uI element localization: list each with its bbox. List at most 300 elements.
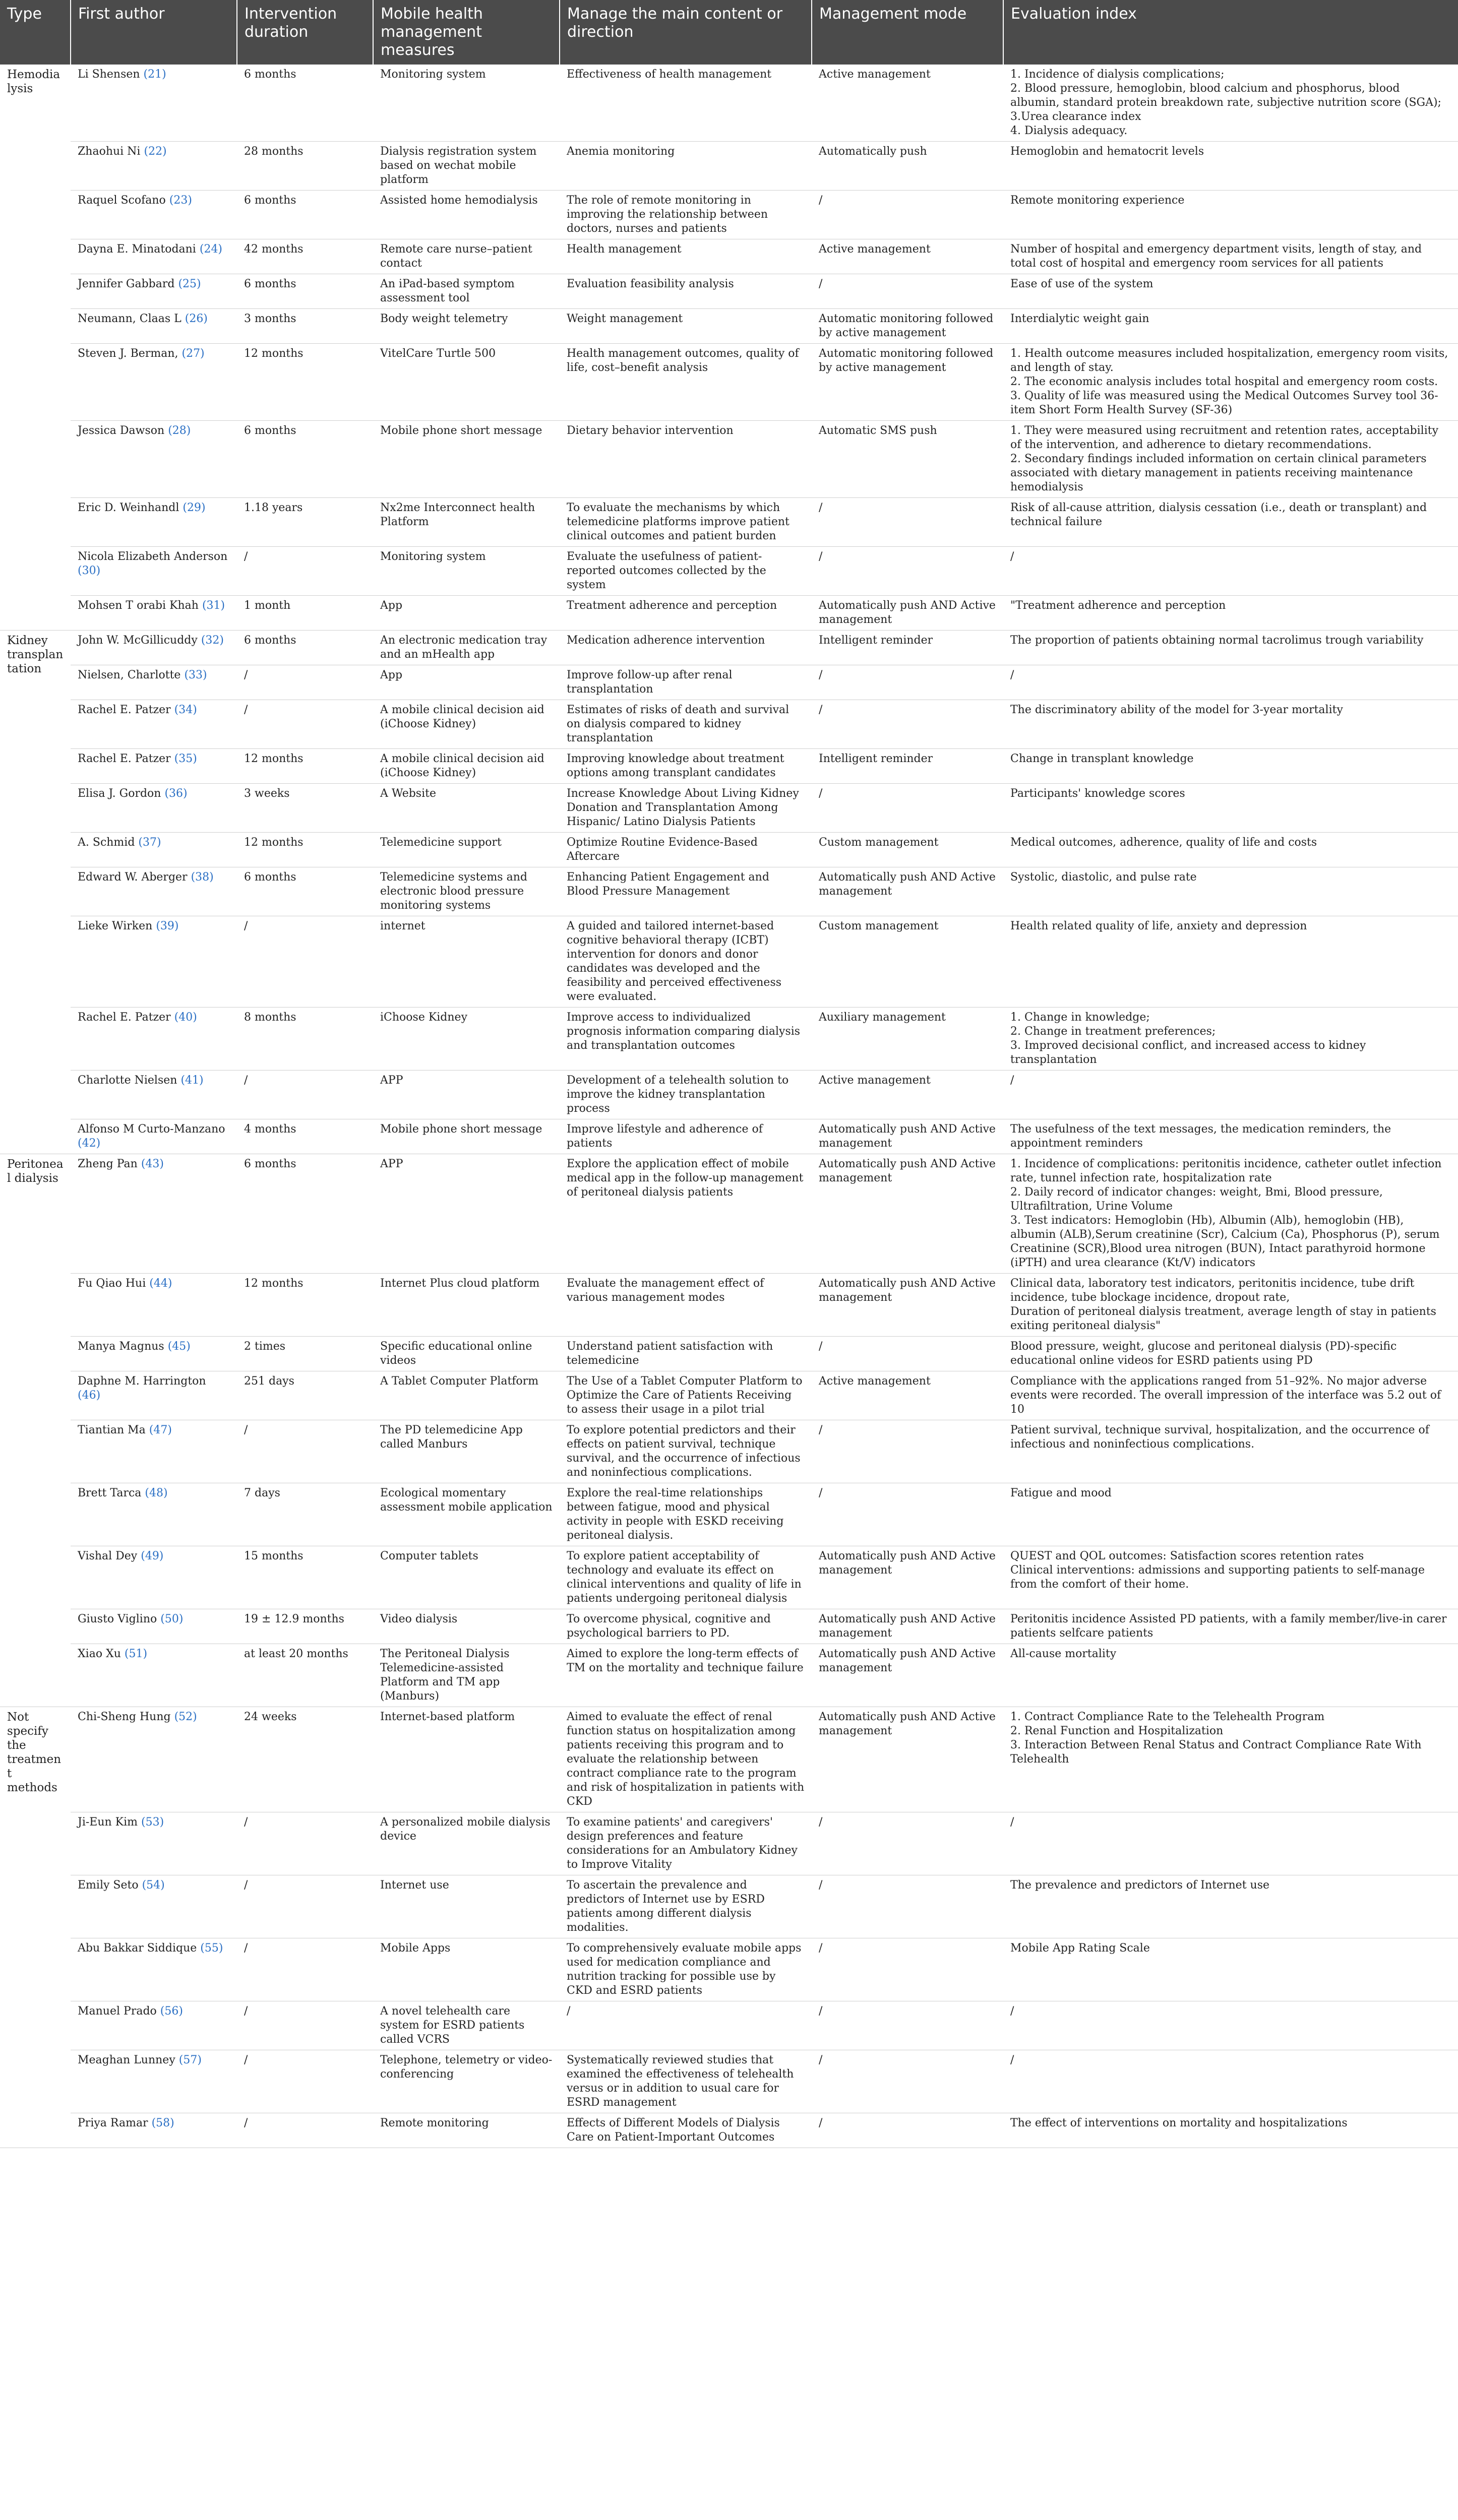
citation-link[interactable]: (57) (178, 2054, 202, 2066)
author-cell (71, 1938, 237, 2001)
mode-cell: / (812, 1337, 1003, 1371)
duration-cell: / (237, 547, 373, 596)
measure-cell: Internet Plus cloud platform (373, 1274, 560, 1337)
author-cell (71, 1119, 237, 1154)
evaluation-line: Medical outcomes, adherence, quality of life and costs (1010, 836, 1317, 849)
author-name: Li Shensen (78, 68, 140, 81)
content-cell: Optimize Routine Evidence-Based Aftercare (560, 833, 812, 867)
citation-link[interactable]: (32) (201, 634, 224, 647)
author-cell (71, 1007, 237, 1070)
content-cell: Weight management (560, 309, 812, 344)
citation-link[interactable]: (28) (168, 424, 191, 437)
evaluation-line: The proportion of patients obtaining normal tacrolimus trough variability (1010, 634, 1424, 647)
author-cell (71, 2050, 237, 2113)
evaluation-line: 2. The economic analysis includes total hospital and emergency room costs. (1010, 375, 1438, 388)
evaluation-index-cell (1003, 309, 1458, 344)
measure-cell: Internet-based platform (373, 1707, 560, 1812)
duration-cell: 1 month (237, 596, 373, 631)
mode-cell: Automatically push AND Active management (812, 1707, 1003, 1812)
mode-cell: / (812, 547, 1003, 596)
content-cell: The role of remote monitoring in improving the relationship between doctors, nurses and patients (560, 191, 812, 239)
author-name: Charlotte Nielsen (78, 1074, 177, 1087)
evaluation-line: The prevalence and predictors of Internet use (1010, 1879, 1270, 1892)
citation-link[interactable]: (35) (174, 752, 197, 765)
evaluation-line: / (1010, 2005, 1014, 2018)
author-name: Tiantian Ma (78, 1424, 146, 1436)
header-type: Type (0, 0, 71, 65)
duration-cell: 15 months (237, 1546, 373, 1609)
measure-cell: Specific educational online videos (373, 1337, 560, 1371)
author-name: Abu Bakkar Siddique (78, 1942, 197, 1955)
measure-cell: Remote care nurse–patient contact (373, 239, 560, 274)
table-row (0, 239, 1458, 274)
mode-cell: / (812, 498, 1003, 547)
author-cell (71, 1274, 237, 1337)
evaluation-line: Remote monitoring experience (1010, 194, 1185, 207)
measure-cell: Mobile phone short message (373, 1119, 560, 1154)
duration-cell: / (237, 1875, 373, 1938)
table-row (0, 833, 1458, 867)
evaluation-line: 3. Test indicators: Hemoglobin (Hb), Albumin (Alb), hemoglobin (HB), albumin (ALB),Serum creatinine (Scr), Calcium (Ca), Phosphorus (P), serum Creatinine (SCR),Blood urea nitrogen (BUN), Intact parathyroid hormone (iPTH) and urea clearance (Kt/V) indicators (1010, 1214, 1440, 1269)
table-row (0, 916, 1458, 1007)
table-row (0, 2050, 1458, 2113)
measure-cell: internet (373, 916, 560, 1007)
table-row (0, 1644, 1458, 1707)
duration-cell: 42 months (237, 239, 373, 274)
table-row (0, 867, 1458, 916)
author-name: Elisa J. Gordon (78, 787, 161, 800)
mode-cell: / (812, 1938, 1003, 2001)
evaluation-line: 2. Change in treatment preferences; (1010, 1025, 1216, 1038)
author-name: Chi-Sheng Hung (78, 1711, 171, 1723)
evaluation-line: 2. Daily record of indicator changes: weight, Bmi, Blood pressure, Ultrafiltration, Urine Volume (1010, 1186, 1383, 1213)
evaluation-index-cell (1003, 1812, 1458, 1875)
duration-cell: / (237, 2050, 373, 2113)
citation-link[interactable]: (21) (143, 68, 166, 81)
content-cell: To comprehensively evaluate mobile apps used for medication compliance and nutrition tracking for possible use by CKD and ESRD patients (560, 1938, 812, 2001)
measure-cell: A personalized mobile dialysis device (373, 1812, 560, 1875)
duration-cell: / (237, 1420, 373, 1483)
duration-cell: 24 weeks (237, 1707, 373, 1812)
author-cell (71, 191, 237, 239)
table-row (0, 2001, 1458, 2050)
duration-cell: / (237, 665, 373, 700)
evaluation-line: Ease of use of the system (1010, 278, 1153, 290)
author-name: Dayna E. Minatodani (78, 243, 196, 256)
content-cell: Effectiveness of health management (560, 65, 812, 142)
mode-cell: Intelligent reminder (812, 631, 1003, 665)
author-name: Steven J. Berman, (78, 347, 178, 360)
evaluation-index-cell (1003, 631, 1458, 665)
citation-link[interactable]: (50) (160, 1613, 184, 1625)
citation-link[interactable]: (30) (78, 564, 101, 577)
author-cell (71, 631, 237, 665)
evaluation-line: 1. Health outcome measures included hospitalization, emergency room visits, and length of stay. (1010, 347, 1448, 374)
content-cell: / (560, 2001, 812, 2050)
author-cell (71, 421, 237, 498)
author-name: Alfonso M Curto-Manzano (78, 1123, 225, 1136)
author-name: Meaghan Lunney (78, 2054, 175, 2066)
content-cell: Effects of Different Models of Dialysis Care on Patient-Important Outcomes (560, 2113, 812, 2148)
citation-link[interactable]: (58) (151, 2117, 174, 2129)
evaluation-line: / (1010, 1816, 1014, 1829)
table-row (0, 1812, 1458, 1875)
citation-link[interactable]: (39) (156, 920, 179, 932)
evaluation-index-cell (1003, 1119, 1458, 1154)
mode-cell: Automatically push (812, 142, 1003, 191)
mode-cell: Active management (812, 1070, 1003, 1119)
type-cell: Not specify the treatment methods (0, 1707, 71, 2148)
author-cell (71, 1070, 237, 1119)
evaluation-line: Risk of all-cause attrition, dialysis cessation (i.e., death or transplant) and technical failure (1010, 501, 1427, 528)
mode-cell: / (812, 274, 1003, 309)
evaluation-index-cell (1003, 421, 1458, 498)
content-cell: Anemia monitoring (560, 142, 812, 191)
measure-cell: Dialysis registration system based on wechat mobile platform (373, 142, 560, 191)
mode-cell: Active management (812, 239, 1003, 274)
table-row (0, 344, 1458, 421)
content-cell: Treatment adherence and perception (560, 596, 812, 631)
duration-cell: 6 months (237, 1154, 373, 1274)
evaluation-line: 2. Renal Function and Hospitalization (1010, 1725, 1224, 1737)
citation-link[interactable]: (27) (181, 347, 205, 360)
evaluation-line: Systolic, diastolic, and pulse rate (1010, 871, 1197, 884)
measure-cell: A mobile clinical decision aid (iChoose Kidney) (373, 700, 560, 749)
evaluation-line: Change in transplant knowledge (1010, 752, 1194, 765)
evaluation-index-cell (1003, 784, 1458, 833)
evaluation-line: "Treatment adherence and perception (1010, 599, 1226, 612)
evaluation-index-cell (1003, 1420, 1458, 1483)
evaluation-line: 1. They were measured using recruitment and retention rates, acceptability of the intervention, and adherence to dietary recommendations. (1010, 424, 1439, 451)
author-cell (71, 2001, 237, 2050)
citation-link[interactable]: (37) (138, 836, 161, 849)
measure-cell: Mobile phone short message (373, 421, 560, 498)
citation-link[interactable]: (54) (142, 1879, 165, 1892)
evaluation-line: Patient survival, technique survival, hospitalization, and the occurrence of infectious and noninfectious complications. (1010, 1424, 1429, 1451)
mode-cell: / (812, 1420, 1003, 1483)
measure-cell: APP (373, 1070, 560, 1119)
measure-cell: Internet use (373, 1875, 560, 1938)
author-name: Nicola Elizabeth Anderson (78, 550, 228, 563)
author-name: Fu Qiao Hui (78, 1277, 146, 1290)
duration-cell: 12 months (237, 833, 373, 867)
table-row (0, 1938, 1458, 2001)
duration-cell: / (237, 1812, 373, 1875)
mode-cell: Automatically push AND Active management (812, 1644, 1003, 1707)
table-row (0, 1371, 1458, 1420)
table-row (0, 1546, 1458, 1609)
citation-link[interactable]: (43) (141, 1158, 164, 1170)
duration-cell: / (237, 916, 373, 1007)
citation-link[interactable]: (53) (141, 1816, 164, 1829)
content-cell: Understand patient satisfaction with telemedicine (560, 1337, 812, 1371)
author-name: Vishal Dey (78, 1550, 138, 1562)
type-cell: Kidney transplantation (0, 631, 71, 1154)
type-cell: Peritoneal dialysis (0, 1154, 71, 1707)
evaluation-line: Duration of peritoneal dialysis treatment, average length of stay in patients exiting peritoneal dialysis" (1010, 1305, 1436, 1332)
table-row (0, 700, 1458, 749)
evaluation-line: Clinical interventions: admissions and supporting patients to self-manage from the comfort of their home. (1010, 1564, 1425, 1591)
mode-cell: / (812, 1812, 1003, 1875)
mode-cell: Automatically push AND Active management (812, 1274, 1003, 1337)
duration-cell: 12 months (237, 1274, 373, 1337)
duration-cell: 6 months (237, 867, 373, 916)
evaluation-index-cell (1003, 1274, 1458, 1337)
table-row (0, 665, 1458, 700)
content-cell: Development of a telehealth solution to improve the kidney transplantation process (560, 1070, 812, 1119)
author-cell (71, 1875, 237, 1938)
evaluation-index-cell (1003, 1483, 1458, 1546)
citation-link[interactable]: (56) (160, 2005, 183, 2018)
author-name: Ji-Eun Kim (78, 1816, 138, 1829)
author-cell (71, 784, 237, 833)
evaluation-line: 1. Change in knowledge; (1010, 1011, 1150, 1024)
mode-cell: / (812, 191, 1003, 239)
mode-cell: Automatically push AND Active management (812, 1546, 1003, 1609)
author-name: Priya Ramar (78, 2117, 148, 2129)
mode-cell: Automatically push AND Active management (812, 596, 1003, 631)
table-row (0, 274, 1458, 309)
measure-cell: Video dialysis (373, 1609, 560, 1644)
author-cell (71, 547, 237, 596)
author-cell (71, 833, 237, 867)
evaluation-index-cell (1003, 1644, 1458, 1707)
duration-cell: 251 days (237, 1371, 373, 1420)
author-name: Daphne M. Harrington (78, 1375, 206, 1388)
measure-cell: Telephone, telemetry or video-conferencing (373, 2050, 560, 2113)
mode-cell: Auxiliary management (812, 1007, 1003, 1070)
measure-cell: A Tablet Computer Platform (373, 1371, 560, 1420)
author-name: Emily Seto (78, 1879, 139, 1892)
measure-cell: Telemedicine support (373, 833, 560, 867)
duration-cell: / (237, 1938, 373, 2001)
citation-link[interactable]: (40) (174, 1011, 197, 1024)
content-cell: Systematically reviewed studies that examined the effectiveness of telehealth versus or in addition to usual care for ESRD management (560, 2050, 812, 2113)
author-name: Nielsen, Charlotte (78, 669, 181, 681)
evaluation-index-cell (1003, 665, 1458, 700)
table-row (0, 547, 1458, 596)
citation-link[interactable]: (47) (149, 1424, 172, 1436)
author-name: Lieke Wirken (78, 920, 153, 932)
measure-cell: A Website (373, 784, 560, 833)
author-cell (71, 239, 237, 274)
author-cell (71, 274, 237, 309)
author-name: Eric D. Weinhandl (78, 501, 179, 514)
mode-cell: Active management (812, 1371, 1003, 1420)
measure-cell: Computer tablets (373, 1546, 560, 1609)
author-name: Edward W. Aberger (78, 871, 188, 884)
duration-cell: / (237, 700, 373, 749)
evaluation-line: / (1010, 1074, 1014, 1087)
content-cell: Health management outcomes, quality of life, cost–benefit analysis (560, 344, 812, 421)
table-body (0, 65, 1458, 2148)
duration-cell: / (237, 2001, 373, 2050)
citation-link[interactable]: (25) (178, 278, 201, 290)
citation-link[interactable]: (55) (200, 1942, 223, 1955)
measure-cell: Remote monitoring (373, 2113, 560, 2148)
evaluation-line: Clinical data, laboratory test indicators, peritonitis incidence, tube drift incidence, tube blockage incidence, dropout rate, (1010, 1277, 1415, 1304)
evaluation-line: Blood pressure, weight, glucose and peritoneal dialysis (PD)-specific educational online videos for ESRD patients using PD (1010, 1340, 1397, 1367)
mode-cell: / (812, 1483, 1003, 1546)
author-cell (71, 665, 237, 700)
duration-cell: 6 months (237, 421, 373, 498)
author-cell (71, 1337, 237, 1371)
citation-link[interactable]: (23) (169, 194, 192, 207)
evaluation-line: 1. Contract Compliance Rate to the Telehealth Program (1010, 1711, 1325, 1723)
header-intervention-duration: Intervention duration (237, 0, 373, 65)
measure-cell: Body weight telemetry (373, 309, 560, 344)
evaluation-line: 1. Incidence of dialysis complications; (1010, 68, 1225, 81)
measure-cell: A novel telehealth care system for ESRD patients called VCRS (373, 2001, 560, 2050)
mode-cell: / (812, 2001, 1003, 2050)
type-cell: Hemodialysis (0, 65, 71, 631)
author-name: Manya Magnus (78, 1340, 164, 1353)
evaluation-index-cell (1003, 1546, 1458, 1609)
evaluation-line: Mobile App Rating Scale (1010, 1942, 1150, 1955)
evaluation-index-cell (1003, 498, 1458, 547)
author-cell (71, 916, 237, 1007)
content-cell: Improve follow-up after renal transplantation (560, 665, 812, 700)
header-management-mode: Management mode (812, 0, 1003, 65)
citation-link[interactable]: (29) (183, 501, 206, 514)
evaluation-index-cell (1003, 547, 1458, 596)
table-row (0, 142, 1458, 191)
content-cell: Improving knowledge about treatment options among transplant candidates (560, 749, 812, 784)
measure-cell: An electronic medication tray and an mHealth app (373, 631, 560, 665)
citation-link[interactable]: (51) (124, 1648, 148, 1660)
content-cell: The Use of a Tablet Computer Platform to Optimize the Care of Patients Receiving to assess their usage in a pilot trial (560, 1371, 812, 1420)
evaluation-index-cell (1003, 2050, 1458, 2113)
measure-cell: iChoose Kidney (373, 1007, 560, 1070)
content-cell: Aimed to explore the long-term effects of TM on the mortality and technique failure (560, 1644, 812, 1707)
content-cell: Enhancing Patient Engagement and Blood Pressure Management (560, 867, 812, 916)
table-row (0, 191, 1458, 239)
table-row (0, 421, 1458, 498)
evaluation-line: Health related quality of life, anxiety and depression (1010, 920, 1307, 932)
evaluation-line: 4. Dialysis adequacy. (1010, 124, 1128, 137)
table-row (0, 1420, 1458, 1483)
citation-link[interactable]: (41) (180, 1074, 204, 1087)
table-row (0, 784, 1458, 833)
mode-cell: Automatically push AND Active management (812, 1119, 1003, 1154)
evaluation-line: 2. Secondary findings included information on certain clinical parameters associated with dietary management in patients receiving maintenance hemodialysis (1010, 453, 1427, 493)
content-cell: To explore potential predictors and their effects on patient survival, technique survival, and the occurrence of infectious and noninfectious complications. (560, 1420, 812, 1483)
citation-link[interactable]: (33) (184, 669, 207, 681)
mode-cell: / (812, 665, 1003, 700)
measure-cell: The Peritoneal Dialysis Telemedicine-assisted Platform and TM app (Manburs) (373, 1644, 560, 1707)
measure-cell: App (373, 596, 560, 631)
citation-link[interactable]: (22) (144, 145, 167, 158)
author-name: Neumann, Claas L (78, 312, 181, 325)
evaluation-index-cell (1003, 1609, 1458, 1644)
table-row (0, 1007, 1458, 1070)
duration-cell: 7 days (237, 1483, 373, 1546)
content-cell: Medication adherence intervention (560, 631, 812, 665)
table-row (0, 1070, 1458, 1119)
mode-cell: Automatically push AND Active management (812, 867, 1003, 916)
citation-link[interactable]: (52) (174, 1711, 197, 1723)
mode-cell: Active management (812, 65, 1003, 142)
author-name: Manuel Prado (78, 2005, 157, 2018)
evaluation-line: 3.Urea clearance index (1010, 110, 1141, 123)
author-name: Mohsen T orabi Khah (78, 599, 199, 612)
author-cell (71, 1644, 237, 1707)
evaluation-line: / (1010, 550, 1014, 563)
evaluation-line: Hemoglobin and hematocrit levels (1010, 145, 1204, 158)
content-cell: Estimates of risks of death and survival on dialysis compared to kidney transplantation (560, 700, 812, 749)
citation-link[interactable]: (31) (202, 599, 225, 612)
citation-link[interactable]: (34) (174, 704, 197, 716)
citation-link[interactable]: (44) (149, 1277, 172, 1290)
content-cell: Evaluate the management effect of various management modes (560, 1274, 812, 1337)
table-row (0, 1119, 1458, 1154)
author-name: Rachel E. Patzer (78, 1011, 171, 1024)
citation-link[interactable]: (42) (78, 1137, 101, 1150)
table-row (0, 498, 1458, 547)
content-cell: To ascertain the prevalence and predictors of Internet use by ESRD patients among different dialysis modalities. (560, 1875, 812, 1938)
mode-cell: / (812, 700, 1003, 749)
measure-cell: Mobile Apps (373, 1938, 560, 2001)
author-name: Jennifer Gabbard (78, 278, 175, 290)
duration-cell: 2 times (237, 1337, 373, 1371)
evaluation-line: 3. Interaction Between Renal Status and Contract Compliance Rate With Telehealth (1010, 1739, 1422, 1766)
author-name: Rachel E. Patzer (78, 752, 171, 765)
measure-cell: Telemedicine systems and electronic blood pressure monitoring systems (373, 867, 560, 916)
content-cell: Improve access to individualized prognosis information comparing dialysis and transplantation outcomes (560, 1007, 812, 1070)
evaluation-index-cell (1003, 1707, 1458, 1812)
measure-cell: Ecological momentary assessment mobile application (373, 1483, 560, 1546)
citation-link[interactable]: (38) (191, 871, 214, 884)
content-cell: To examine patients' and caregivers' design preferences and feature considerations for an Ambulatory Kidney to Improve Vitality (560, 1812, 812, 1875)
evaluation-line: 3. Improved decisional conflict, and increased access to kidney transplantation (1010, 1039, 1366, 1066)
citation-link[interactable]: (45) (167, 1340, 191, 1353)
evaluation-index-cell (1003, 1007, 1458, 1070)
citation-link[interactable]: (36) (164, 787, 188, 800)
evaluation-index-cell (1003, 274, 1458, 309)
evaluation-index-cell (1003, 239, 1458, 274)
content-cell: Evaluation feasibility analysis (560, 274, 812, 309)
author-cell (71, 65, 237, 142)
duration-cell: 8 months (237, 1007, 373, 1070)
evaluation-line: / (1010, 669, 1014, 681)
measure-cell: App (373, 665, 560, 700)
citation-link[interactable]: (26) (185, 312, 208, 325)
duration-cell: 12 months (237, 749, 373, 784)
content-cell: Increase Knowledge About Living Kidney Donation and Transplantation Among Hispanic/ Latino Dialysis Patients (560, 784, 812, 833)
evaluation-line: 3. Quality of life was measured using the Medical Outcomes Survey tool 36-item Short Form Health Survey (SF-36) (1010, 390, 1438, 416)
header-main-content: Manage the main content or direction (560, 0, 812, 65)
citation-link[interactable]: (49) (141, 1550, 164, 1562)
evaluation-index-cell (1003, 344, 1458, 421)
citation-link[interactable]: (48) (145, 1487, 168, 1499)
evaluation-line: QUEST and QOL outcomes: Satisfaction scores retention rates (1010, 1550, 1364, 1562)
evaluation-line: Interdialytic weight gain (1010, 312, 1149, 325)
evaluation-line: 2. Blood pressure, hemoglobin, blood calcium and phosphorus, blood albumin, standard protein breakdown rate, subjective nutrition score (SGA); (1010, 82, 1441, 109)
citation-link[interactable]: (46) (78, 1389, 101, 1402)
evaluation-index-cell (1003, 1337, 1458, 1371)
author-cell (71, 1483, 237, 1546)
evaluation-index-cell (1003, 867, 1458, 916)
header-mobile-health-measures: Mobile health management measures (373, 0, 560, 65)
author-cell (71, 1371, 237, 1420)
author-cell (71, 1812, 237, 1875)
author-cell (71, 596, 237, 631)
author-cell (71, 1420, 237, 1483)
mode-cell: Automatic monitoring followed by active management (812, 344, 1003, 421)
content-cell: Explore the real-time relationships between fatigue, mood and physical activity in people with ESKD receiving peritoneal dialysis. (560, 1483, 812, 1546)
citation-link[interactable]: (24) (199, 243, 223, 256)
evaluation-index-cell (1003, 1875, 1458, 1938)
